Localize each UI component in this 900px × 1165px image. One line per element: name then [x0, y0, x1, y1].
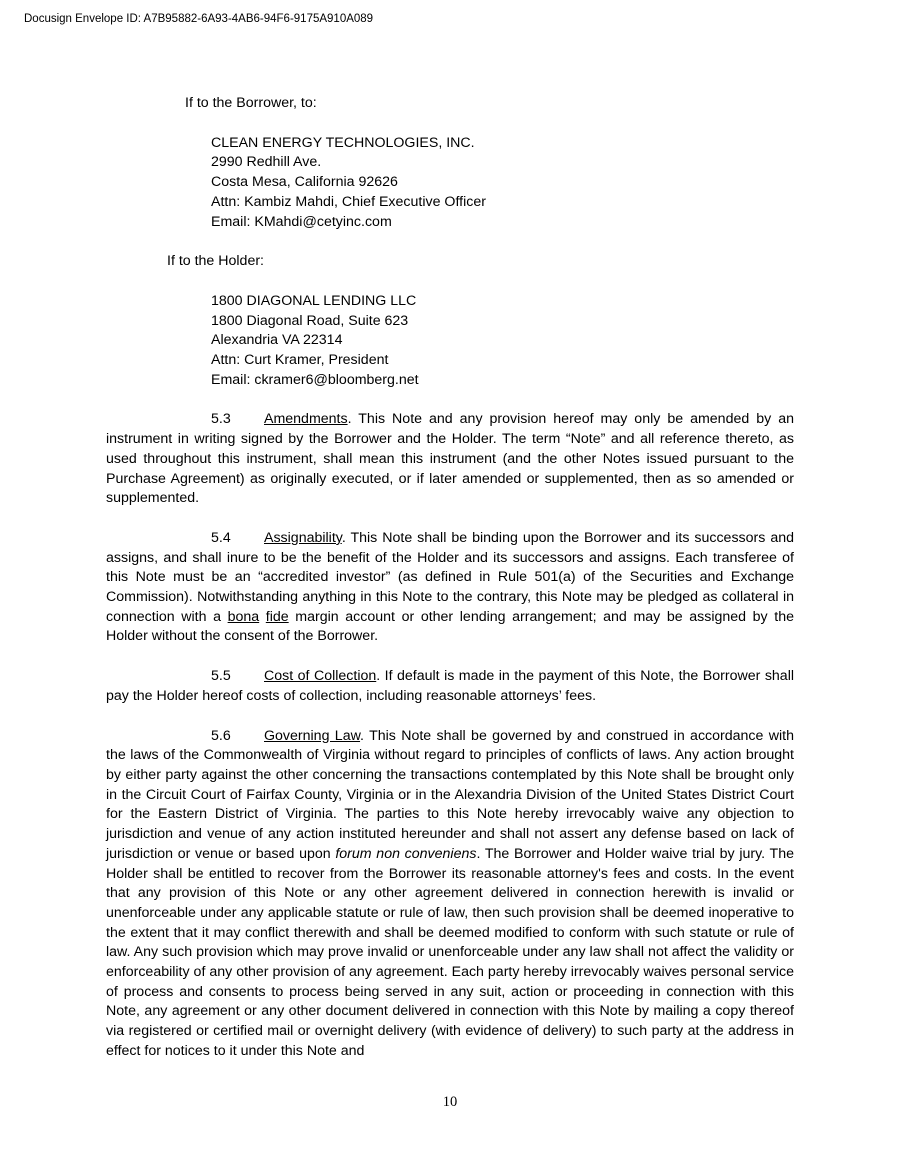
section-5-3: [106, 410, 794, 509]
holder-address-block: [106, 292, 794, 391]
section-number: 5.4: [211, 529, 231, 546]
holder-email: Email: ckramer6@bloomberg.net: [211, 371, 419, 388]
holder-company: 1800 DIAGONAL LENDING LLC: [211, 292, 417, 309]
section-heading: Governing Law: [264, 727, 361, 744]
underlined-term-bona: bona: [227, 608, 260, 625]
holder-intro: If to the Holder:: [167, 253, 264, 270]
borrower-attn: Attn: Kambiz Mahdi, Chief Executive Officer: [211, 193, 486, 210]
holder-attn: Attn: Curt Kramer, President: [211, 352, 389, 369]
section-body: . This Note shall be binding upon the Borrower and its successors and assigns, and shall inure to be the benefit of the Holder and its successors and assigns. Each transferee of this Note must be an “accredited investor” (as defined in Rule 501(a) of the Securities and Exchange Commission). Notwithstanding anything in this Note to the contrary, this Note may be pledged as collateral in connection with a: [106, 529, 794, 625]
borrower-city: Costa Mesa, California 92626: [211, 174, 398, 191]
section-body: . This Note and any provision hereof may only be amended by an instrument in writing signed by the Borrower and the Holder. The term “Note” and all reference thereto, as used throughout this instrument, shall mean this instrument (and the other Notes issued pursuant to the Purchase Agreement) as originally executed, or if later amended or supplemented, then as so amended or supplemented.: [106, 411, 794, 507]
section-body: . This Note shall be governed by and construed in accordance with the laws of the Commonwealth of Virginia without regard to principles of conflicts of laws. Any action brought by either party against the other concerning the transactions contemplated by this Note shall be brought only in the Circuit Court of Fairfax County, Virginia or in the Alexandria Division of the United States District Court for the Eastern District of Virginia. The parties to this Note hereby irrevocably waive any objection to jurisdiction and venue of any action instituted hereunder and shall not assert any defense based on lack of jurisdiction or venue or based upon: [106, 727, 794, 862]
section-body: . If default is made in the payment of this Note, the Borrower shall pay the Holder hereof costs of collection, including reasonable attorneys’ fees.: [106, 668, 794, 704]
italic-term: forum non conveniens: [335, 845, 477, 862]
holder-city: Alexandria VA 22314: [211, 332, 343, 349]
page-number: 10: [442, 1094, 458, 1110]
docusign-envelope-id: Docusign Envelope ID: A7B95882-6A93-4AB6-94F6-9175A910A089: [24, 13, 374, 25]
borrower-address-block: [106, 134, 794, 233]
section-5-5: [106, 667, 794, 706]
section-number: 5.5: [211, 668, 231, 685]
document-page: [106, 94, 794, 1062]
section-number: 5.3: [211, 411, 231, 428]
borrower-intro: If to the Borrower, to:: [185, 95, 317, 111]
section-heading: Assignability: [264, 529, 342, 546]
section-body-continued: . The Borrower and Holder waive trial by jury. The Holder shall be entitled to recover from the Borrower its reasonable attorney's fees and costs. In the event that any provision of this Note or any other agreement delivered in connection herewith is invalid or unenforceable under any applicable statute or rule of law, then such provision shall be deemed inoperative to the extent that it may conflict therewith and shall be deemed modified to conform with such statute or rule of law. Any such provision which may prove invalid or unenforceable under any law shall not affect the validity or enforceability of any other provision of any agreement. Each party hereby irrevocably waives personal service of process and consents to process being served in any suit, action or proceeding in connection with this Note, any agreement or any other document delivered in connection with this Note by mailing a copy thereof via registered or certified mail or overnight delivery (with evidence of delivery) to such party at the address in effect for notices to it under this Note and: [106, 845, 794, 1059]
section-5-4: [106, 529, 794, 647]
section-5-6: [106, 727, 794, 1062]
section-body-continued: margin account or other lending arrangement; and may be assigned by the Holder without the consent of the Borrower.: [106, 608, 794, 645]
borrower-email: Email: KMahdi@cetyinc.com: [211, 213, 392, 230]
borrower-company: CLEAN ENERGY TECHNOLOGIES, INC.: [211, 134, 475, 151]
section-heading: Cost of Collection: [264, 668, 377, 685]
underlined-term-fide: fide: [265, 608, 289, 625]
borrower-street: 2990 Redhill Ave.: [211, 154, 322, 171]
section-heading: Amendments: [264, 411, 348, 428]
holder-street: 1800 Diagonal Road, Suite 623: [211, 312, 409, 329]
section-number: 5.6: [211, 727, 231, 744]
